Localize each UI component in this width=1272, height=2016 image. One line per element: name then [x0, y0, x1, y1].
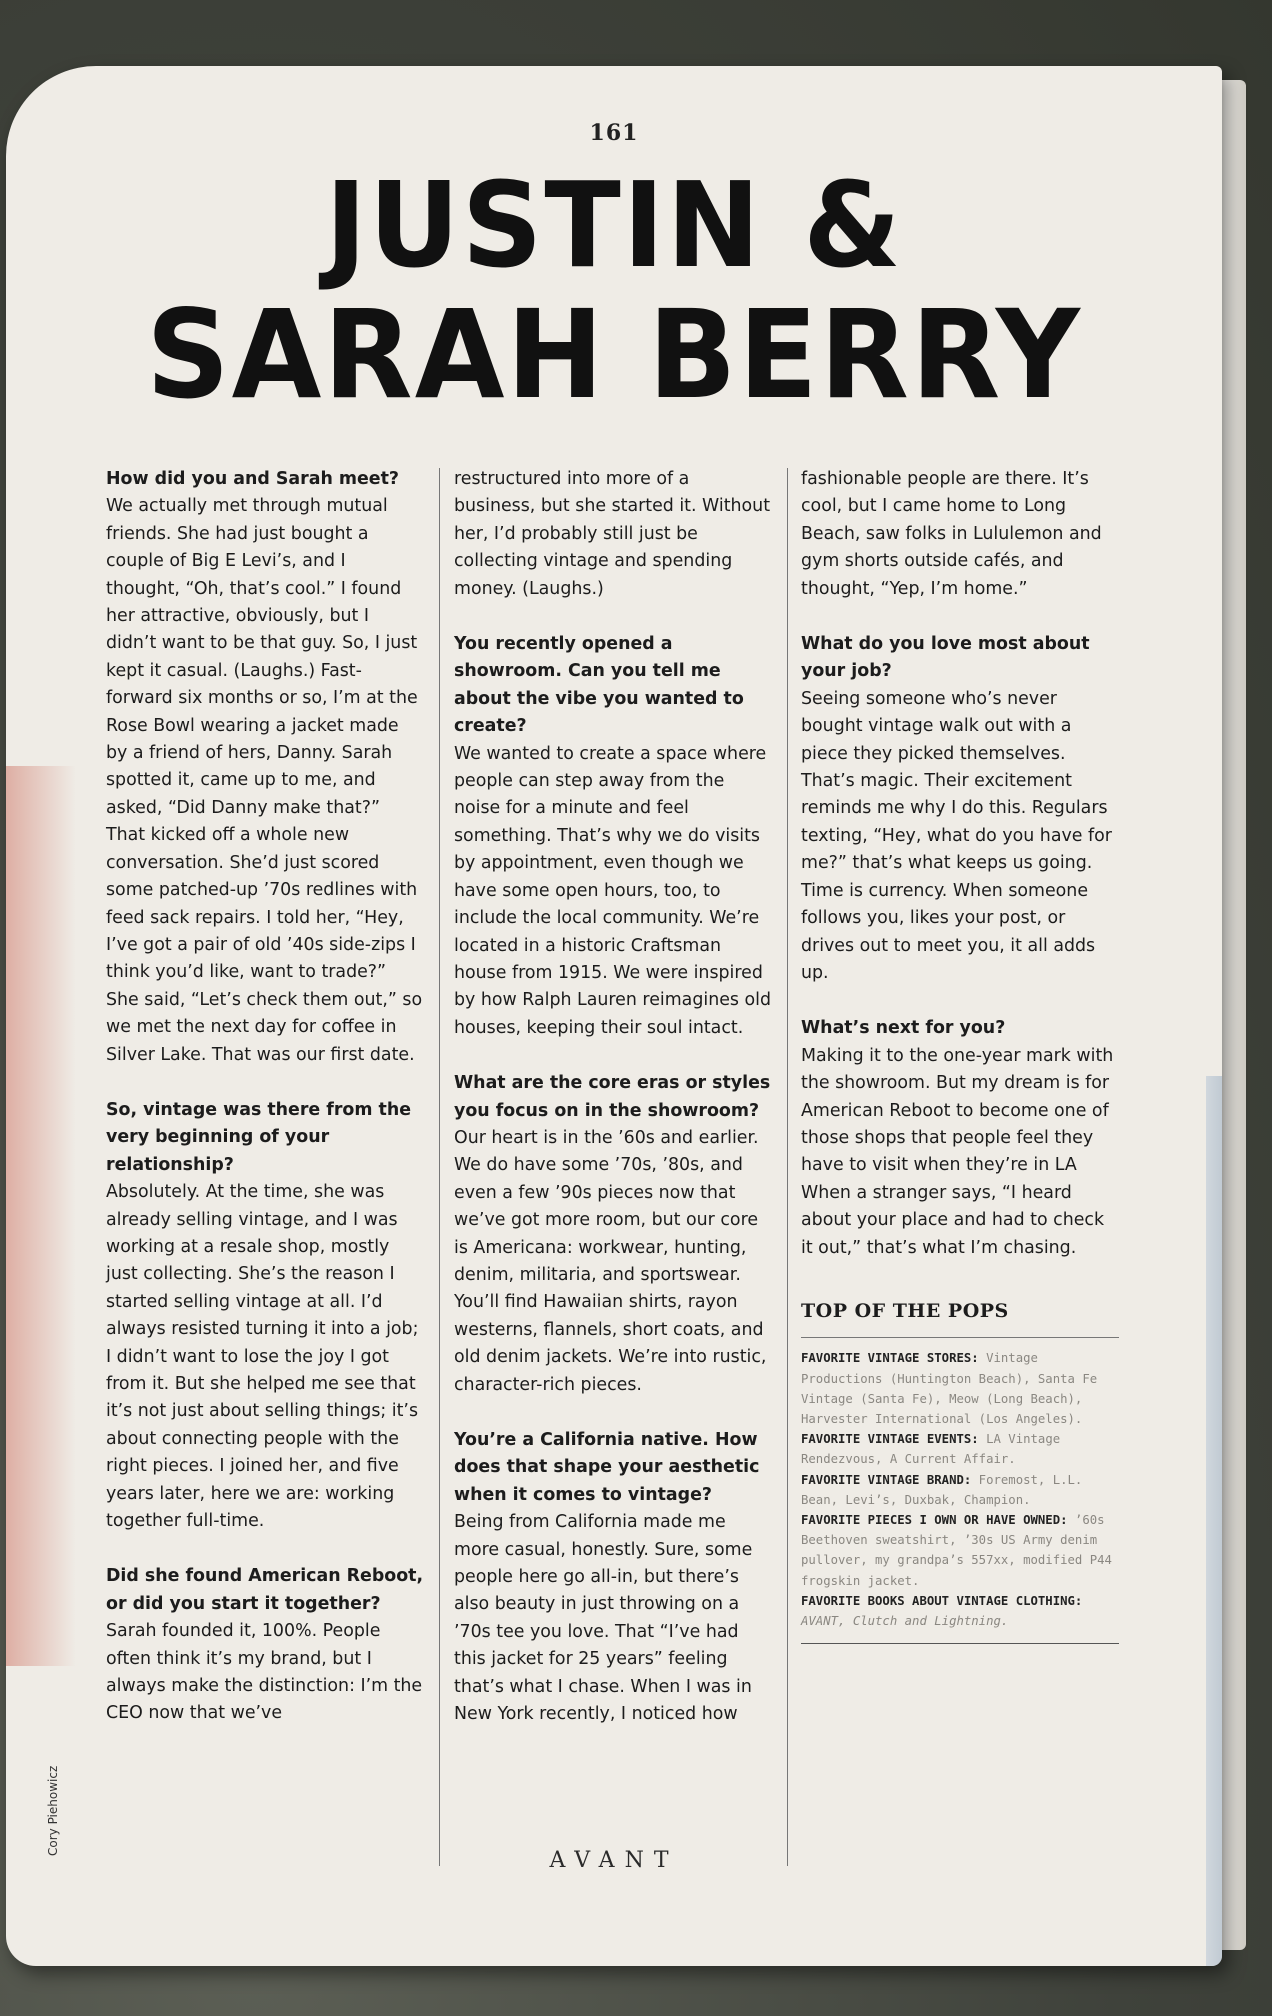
pops-label: FAVORITE VINTAGE BRAND: [801, 1472, 972, 1487]
pops-label: FAVORITE VINTAGE STORES: [801, 1351, 979, 1366]
column-divider [439, 468, 440, 1866]
answer: Seeing someone who’s never bought vintage walk out with a piece they picked themselves. That’s magic. Their excitement reminds me why I do this. Regulars texting, “Hey, what do you have for me?” that’s what keeps us going. Time is currency. When someone follows you, likes your post, or drives out to meet you, it all adds up. [801, 688, 1112, 983]
column-divider [787, 468, 788, 1866]
question: You recently opened a showroom. Can you tell me about the vibe you wanted to create? [454, 634, 744, 737]
pops-value: AVANT, Clutch and Lightning. [801, 1614, 1009, 1629]
pops-label: FAVORITE PIECES I OWN OR HAVE OWNED: [801, 1513, 1068, 1527]
pops-value: Foremost, L.L. Bean, Levi’s, Duxbak, Champion. [801, 1472, 1083, 1507]
headline-line-1: JUSTIN & [325, 157, 903, 295]
magazine-page [6, 66, 1222, 1966]
next-page-sliver [1206, 1076, 1222, 1966]
question: You’re a California native. How does that shape your aesthetic when it comes to vintage? [454, 1430, 760, 1505]
pops-label: FAVORITE VINTAGE EVENTS: [801, 1432, 979, 1447]
article-column-1 [106, 466, 424, 1728]
answer: fashionable people are there. It’s cool, but I came home to Long Beach, saw folks in Lululemon and gym shorts outside cafés, and thought, “Yep, I’m home.” [801, 469, 1102, 599]
answer: Making it to the one-year mark with the showroom. But my dream is for American Reboot to become one of those shops that people feel they have to visit when they’re in LA When a stranger says, “I heard about your place and had to check it out,” that’s what I’m chasing. [801, 1045, 1114, 1258]
question: So, vintage was there from the very beginning of your relationship? [106, 1099, 412, 1175]
answer: We wanted to create a space where people can step away from the noise for a minute and feel something. That’s why we do visits by appointment, even though we have some open hours, too, to include the local community. We’re located in a historic Craftsman house from 1915. We were inspired by how Ralph Lauren reimagines old houses, keeping their soul intact. [454, 743, 772, 1038]
pops-value: Vintage Productions (Huntington Beach), Santa Fe Vintage (Santa Fe), Meow (Long Beach), Harvester International (Los Angeles). [801, 1351, 1098, 1426]
answer: Our heart is in the ’60s and earlier. We do have some ’70s, ’80s, and even a few ’90s pieces now that we’ve got more room, but our core is Americana: workwear, hunting, denim, militaria, and sportswear. You’ll find Hawaiian shirts, rayon westerns, flannels, short coats, and old denim jackets. We’re into rustic, character-rich pieces. [454, 1127, 767, 1395]
question: Did she found American Reboot, or did you start it together? [106, 1566, 424, 1614]
answer: Sarah founded it, 100%. People often think it’s my brand, but I always make the distinction: I’m the CEO now that we’ve [106, 1621, 423, 1724]
answer: restructured into more of a business, but she started it. Without her, I’d probably still just be collecting vintage and spending money. (Laughs.) [454, 469, 771, 599]
pops-label: FAVORITE BOOKS ABOUT VINTAGE CLOTHING: [801, 1593, 1083, 1608]
article-column-3 [801, 466, 1119, 1644]
question: What do you love most about your job? [801, 634, 1090, 682]
headline-line-2: SARAH BERRY [146, 284, 1082, 427]
sidebar-title: TOP OF THE POPS [801, 1298, 1119, 1338]
question: What are the core eras or styles you focus on in the showroom? [454, 1073, 771, 1121]
question: How did you and Sarah meet? [106, 469, 399, 489]
top-of-the-pops-list [801, 1348, 1119, 1644]
question: What’s next for you? [801, 1018, 1006, 1039]
answer: Being from California made me more casual, honestly. Sure, some people here go all-in, but there’s also beauty in just throwing on a ’70s tee you love. That “I’ve had this jacket for 25 years” feeling that’s what I chase. When I was in New York recently, I noticed how [454, 1512, 753, 1725]
page-number: 161 [589, 120, 639, 146]
answer: We actually met through mutual friends. She had just bought a couple of Big E Levi’s, and I thought, “Oh, that’s cool.” I found her attractive, obviously, but I didn’t want to be that guy. So, I just kept it casual. (Laughs.) Fast-forward six months or so, I’m at the Rose Bowl wearing a jacket made by a friend of hers, Danny. Sarah spotted it, came up to me, and asked, “Did Danny make that?” That kicked off a whole new conversation. She’d just scored some patched-up ’70s redlines with feed sack repairs. I told her, “Hey, I’ve got a pair of old ’40s side-zips I think you’d like, want to trade?” She said, “Let’s check them out,” so we met the next day for coffee in Silver Lake. That was our first date. [106, 496, 423, 1065]
finger-blur [6, 766, 76, 1666]
photo-credit: Cory Piehowicz [46, 1765, 60, 1856]
pops-value: ’60s Beethoven sweatshirt, ’30s US Army denim pullover, my grandpa’s 557xx, modified P44 frogskin jacket. [801, 1513, 1112, 1588]
magazine-footer: AVANT [549, 1848, 679, 1873]
answer: Absolutely. At the time, she was already selling vintage, and I was working at a resale shop, mostly just collecting. She’s the reason I started selling vintage at all. I’d always resisted turning it into a job; I didn’t want to lose the joy I got from it. But she helped me see that it’s not just about selling things; it’s about connecting people with the right pieces. I joined her, and five years later, here we are: working together full-time. [106, 1182, 419, 1532]
pops-value: LA Vintage Rendezvous, A Current Affair. [801, 1432, 1061, 1467]
article-column-2 [454, 466, 772, 1728]
